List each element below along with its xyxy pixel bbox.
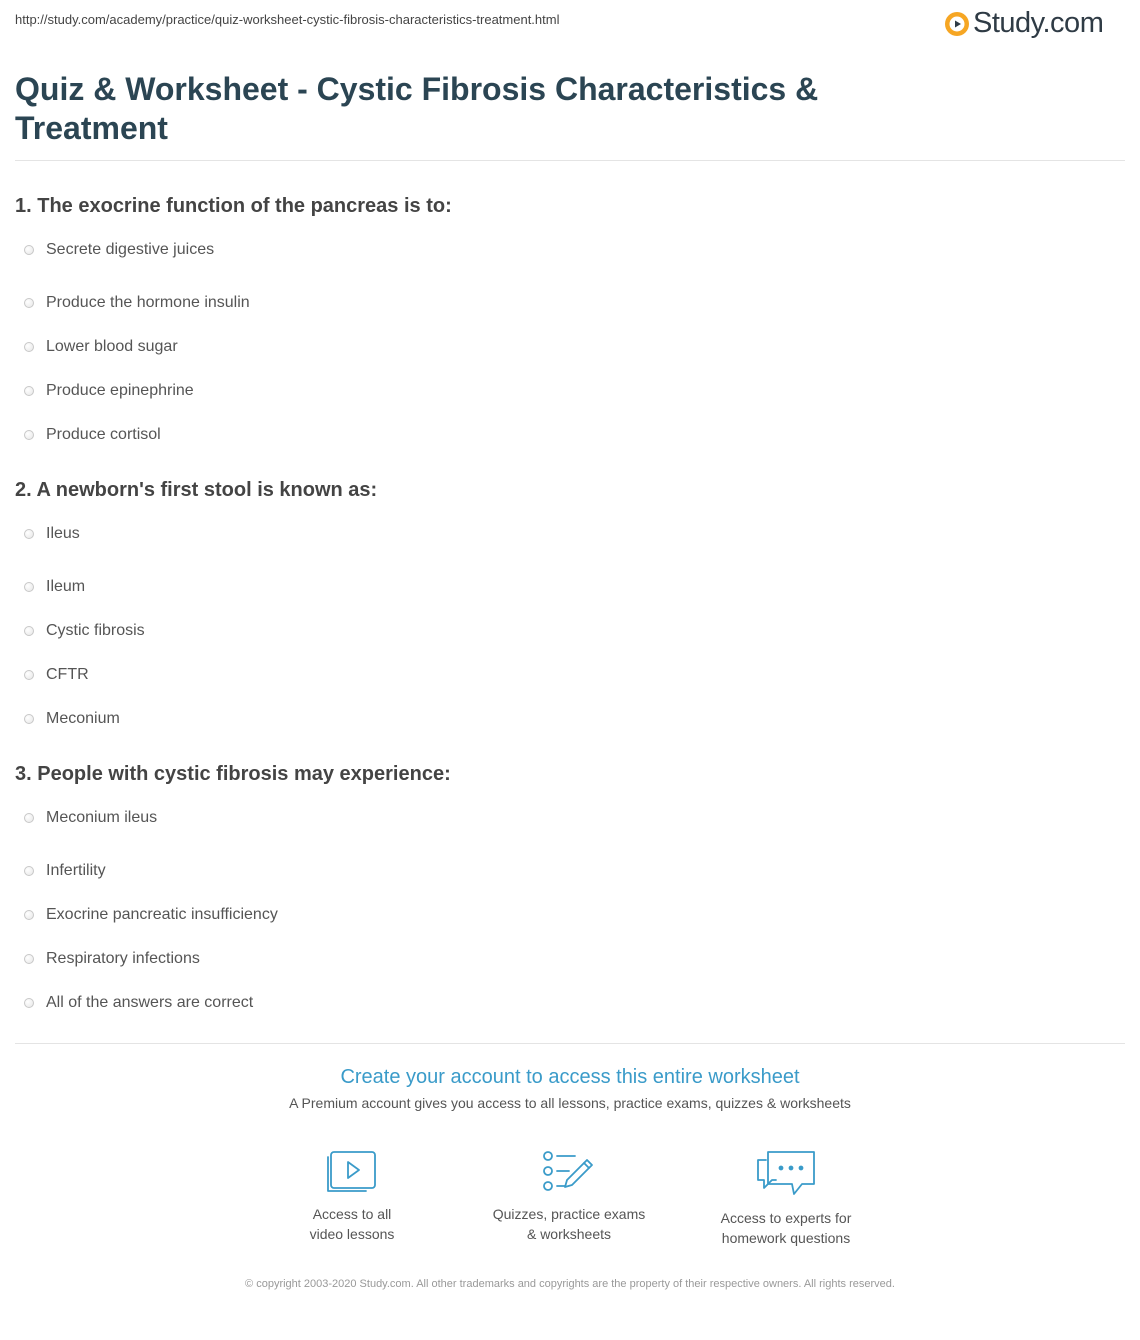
answer-label: Cystic fibrosis bbox=[46, 622, 145, 639]
answer-option[interactable] bbox=[15, 237, 1115, 263]
chat-experts-icon bbox=[754, 1148, 818, 1198]
question-text: 2. A newborn's first stool is known as: bbox=[15, 479, 378, 501]
answer-label: Produce epinephrine bbox=[46, 382, 194, 399]
page-url: http://study.com/academy/practice/quiz-worksheet-cystic-fibrosis-characteristics-treatment.html bbox=[15, 12, 560, 27]
answer-label: Produce cortisol bbox=[46, 426, 161, 443]
answer-label: Exocrine pancreatic insufficiency bbox=[46, 906, 278, 923]
question-text: 1. The exocrine function of the pancreas is to: bbox=[15, 195, 452, 217]
answer-label: CFTR bbox=[46, 666, 89, 683]
radio-button[interactable] bbox=[24, 582, 34, 592]
feature-line: Access to all bbox=[312, 1206, 392, 1222]
answer-options bbox=[15, 805, 1115, 1025]
feature-line: homework questions bbox=[721, 1230, 851, 1246]
answer-option[interactable] bbox=[15, 653, 1115, 697]
answer-option[interactable] bbox=[15, 937, 1115, 981]
radio-button[interactable] bbox=[24, 910, 34, 920]
answer-option[interactable] bbox=[15, 609, 1115, 653]
feature-experts bbox=[686, 1148, 886, 1248]
page-title: Quiz & Worksheet - Cystic Fibrosis Characteristics & Treatment bbox=[15, 71, 819, 146]
feature-quizzes bbox=[469, 1148, 669, 1244]
feature-line: & worksheets bbox=[526, 1226, 612, 1242]
question-2 bbox=[15, 477, 1115, 741]
answer-label: Meconium bbox=[46, 710, 120, 727]
answer-option[interactable] bbox=[15, 565, 1115, 609]
radio-button[interactable] bbox=[24, 245, 34, 255]
radio-button[interactable] bbox=[24, 714, 34, 724]
study-logo[interactable] bbox=[944, 7, 1103, 40]
feature-line: video lessons bbox=[309, 1226, 395, 1242]
radio-button[interactable] bbox=[24, 866, 34, 876]
answer-option[interactable] bbox=[15, 369, 1115, 413]
question-1 bbox=[15, 193, 1115, 457]
play-logo-icon bbox=[944, 11, 970, 37]
answer-label: Meconium ileus bbox=[46, 809, 158, 826]
answer-option[interactable] bbox=[15, 697, 1115, 741]
video-lesson-icon bbox=[326, 1148, 378, 1194]
answer-label: Ileus bbox=[46, 525, 80, 542]
radio-button[interactable] bbox=[24, 813, 34, 823]
answer-option[interactable] bbox=[15, 849, 1115, 893]
radio-button[interactable] bbox=[24, 954, 34, 964]
feature-line: Quizzes, practice exams bbox=[492, 1206, 646, 1222]
radio-button[interactable] bbox=[24, 430, 34, 440]
answer-options bbox=[15, 237, 1115, 457]
answer-option[interactable] bbox=[15, 521, 1115, 547]
answer-label: Lower blood sugar bbox=[46, 338, 178, 355]
radio-button[interactable] bbox=[24, 298, 34, 308]
answer-label: Ileum bbox=[46, 578, 86, 595]
radio-button[interactable] bbox=[24, 998, 34, 1008]
question-3 bbox=[15, 761, 1115, 1025]
radio-button[interactable] bbox=[24, 529, 34, 539]
answer-options bbox=[15, 521, 1115, 741]
radio-button[interactable] bbox=[24, 386, 34, 396]
answer-option[interactable] bbox=[15, 413, 1115, 457]
divider bbox=[15, 1043, 1125, 1044]
feature-line: Access to experts for bbox=[720, 1210, 852, 1226]
answer-option[interactable] bbox=[15, 981, 1115, 1025]
answer-label: All of the answers are correct bbox=[46, 994, 254, 1011]
question-text: 3. People with cystic fibrosis may experience: bbox=[15, 763, 451, 785]
radio-button[interactable] bbox=[24, 626, 34, 636]
signup-cta bbox=[0, 1066, 1140, 1111]
answer-option[interactable] bbox=[15, 805, 1115, 831]
quiz-list-icon bbox=[541, 1148, 597, 1194]
radio-button[interactable] bbox=[24, 670, 34, 680]
copyright-footer: © copyright 2003-2020 Study.com. All other trademarks and copyrights are the property of their respective owners. All rights reserved. bbox=[245, 1278, 895, 1290]
feature-video-lessons bbox=[252, 1148, 452, 1244]
answer-option[interactable] bbox=[15, 281, 1115, 325]
cta-title-link[interactable]: Create your account to access this entire worksheet bbox=[340, 1066, 800, 1088]
answer-label: Produce the hormone insulin bbox=[46, 294, 250, 311]
cta-subtitle: A Premium account gives you access to all lessons, practice exams, quizzes & worksheets bbox=[289, 1095, 851, 1111]
answer-option[interactable] bbox=[15, 325, 1115, 369]
answer-option[interactable] bbox=[15, 893, 1115, 937]
answer-label: Infertility bbox=[46, 862, 106, 879]
radio-button[interactable] bbox=[24, 342, 34, 352]
answer-label: Respiratory infections bbox=[46, 950, 200, 967]
answer-label: Secrete digestive juices bbox=[46, 241, 215, 258]
logo-text: Study.com bbox=[973, 7, 1104, 39]
divider bbox=[15, 160, 1125, 161]
